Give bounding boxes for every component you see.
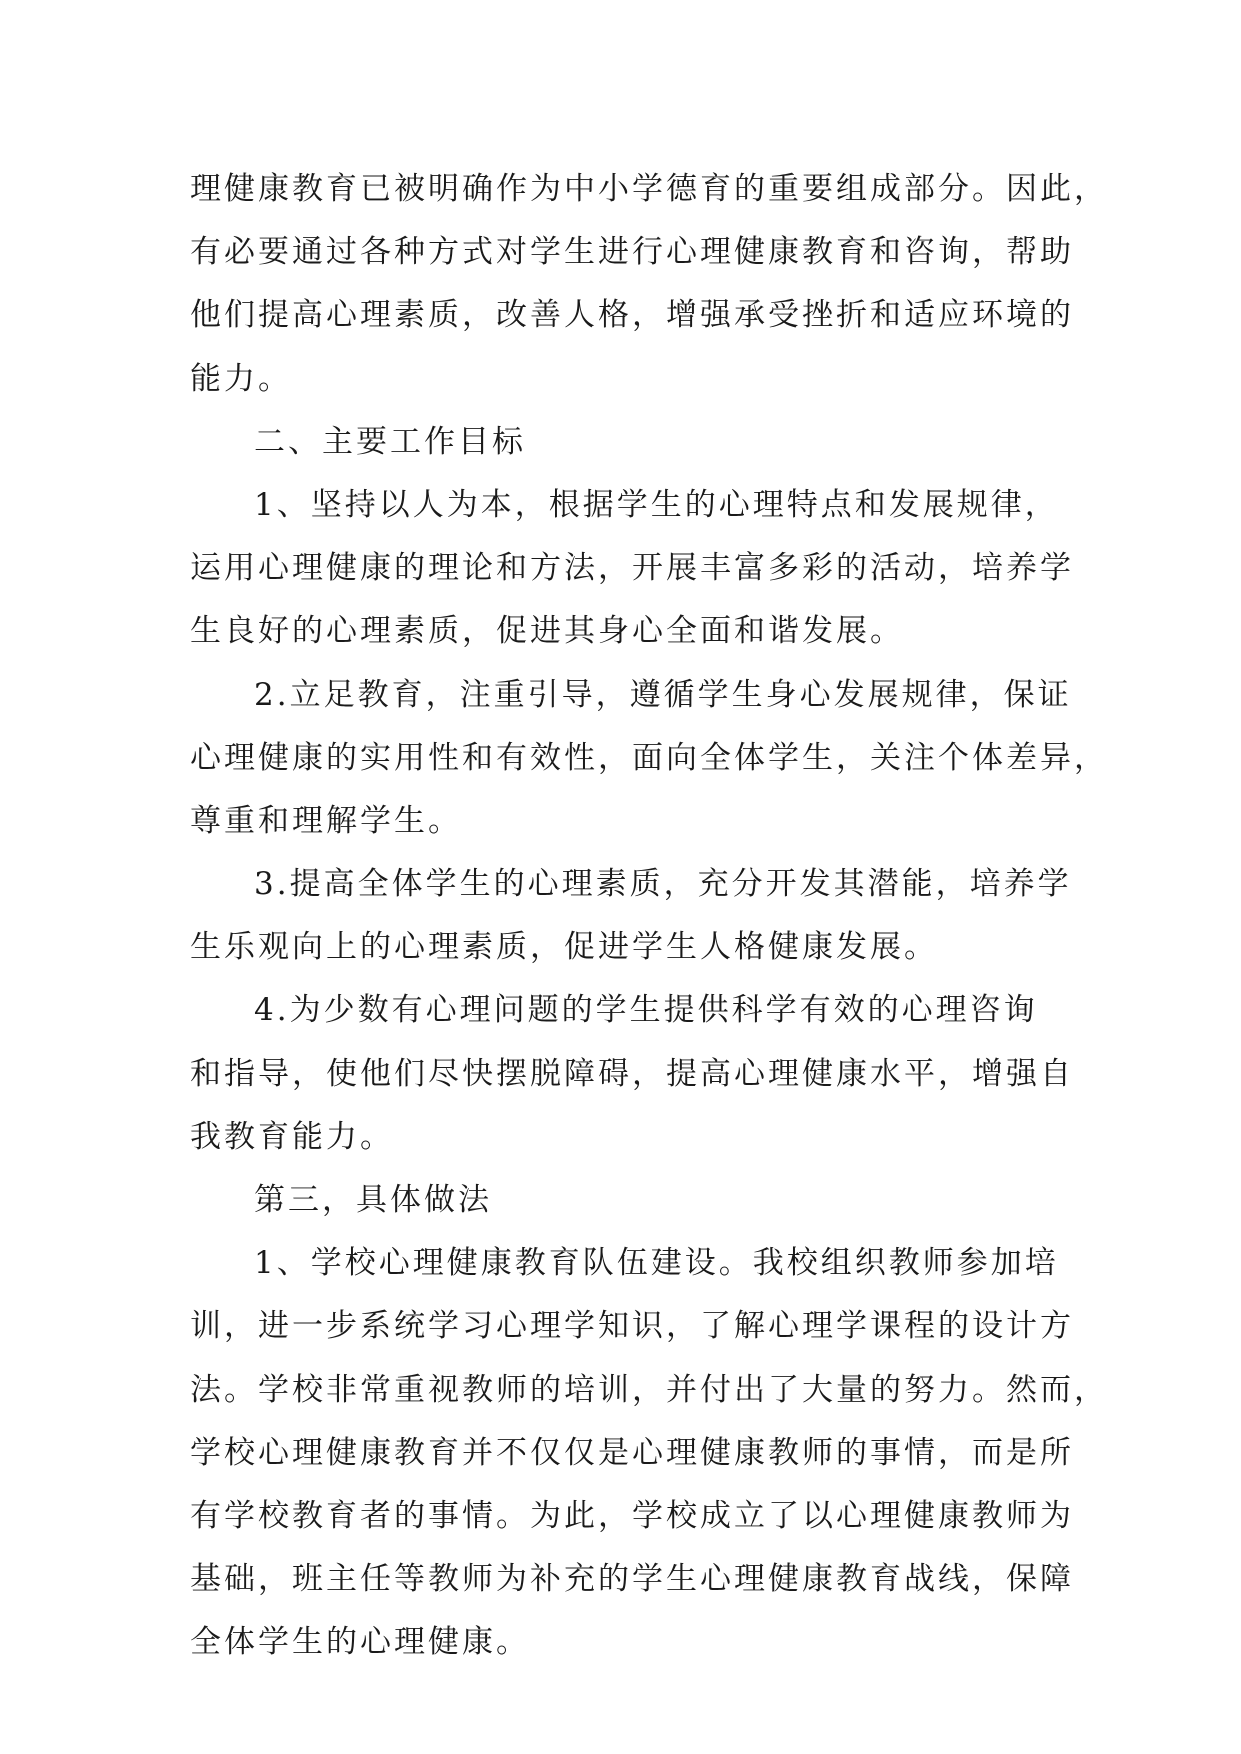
text-line: 尊重和理解学生。 (190, 802, 462, 839)
text-line: 心理健康的实用性和有效性，面向全体学生，关注个体差异， (190, 739, 1108, 776)
text-line: 全体学生的心理健康。 (190, 1624, 530, 1661)
text-line: 3.提高全体学生的心理素质，充分开发其潜能，培养学 (254, 866, 1072, 903)
text-line: 1、学校心理健康教育队伍建设。我校组织教师参加培 (254, 1245, 1059, 1282)
text-line: 我教育能力。 (190, 1118, 394, 1155)
text-line: 4.为少数有心理问题的学生提供科学有效的心理咨询 (254, 992, 1038, 1029)
text-line: 学校心理健康教育并不仅仅是心理健康教师的事情，而是所 (190, 1434, 1074, 1471)
text-line: 生乐观向上的心理素质，促进学生人格健康发展。 (190, 929, 938, 966)
text-line: 运用心理健康的理论和方法，开展丰富多彩的活动，培养学 (190, 550, 1074, 587)
text-line: 基础，班主任等教师为补充的学生心理健康教育战线，保障 (190, 1561, 1074, 1598)
body-text (190, 158, 1108, 1675)
text-line: 2.立足教育，注重引导，遵循学生身心发展规律，保证 (254, 676, 1072, 713)
text-line: 和指导，使他们尽快摆脱障碍，提高心理健康水平，增强自 (190, 1055, 1074, 1092)
section-heading: 第三，具体做法 (254, 1182, 492, 1218)
text-line: 法。学校非常重视教师的培训，并付出了大量的努力。然而， (190, 1371, 1108, 1408)
text-line: 有学校教育者的事情。为此，学校成立了以心理健康教师为 (190, 1497, 1074, 1534)
text-line: 训，进一步系统学习心理学知识，了解心理学课程的设计方 (190, 1308, 1074, 1345)
text-line: 1、坚持以人为本，根据学生的心理特点和发展规律， (254, 486, 1059, 523)
text-line: 理健康教育已被明确作为中小学德育的重要组成部分。因此， (190, 171, 1108, 207)
text-line: 能力。 (190, 360, 292, 397)
section-heading: 二、主要工作目标 (254, 423, 526, 460)
text-line: 有必要通过各种方式对学生进行心理健康教育和咨询，帮助 (190, 234, 1074, 271)
text-line: 生良好的心理素质，促进其身心全面和谐发展。 (190, 613, 904, 650)
text-line: 他们提高心理素质，改善人格，增强承受挫折和适应环境的 (190, 297, 1074, 334)
